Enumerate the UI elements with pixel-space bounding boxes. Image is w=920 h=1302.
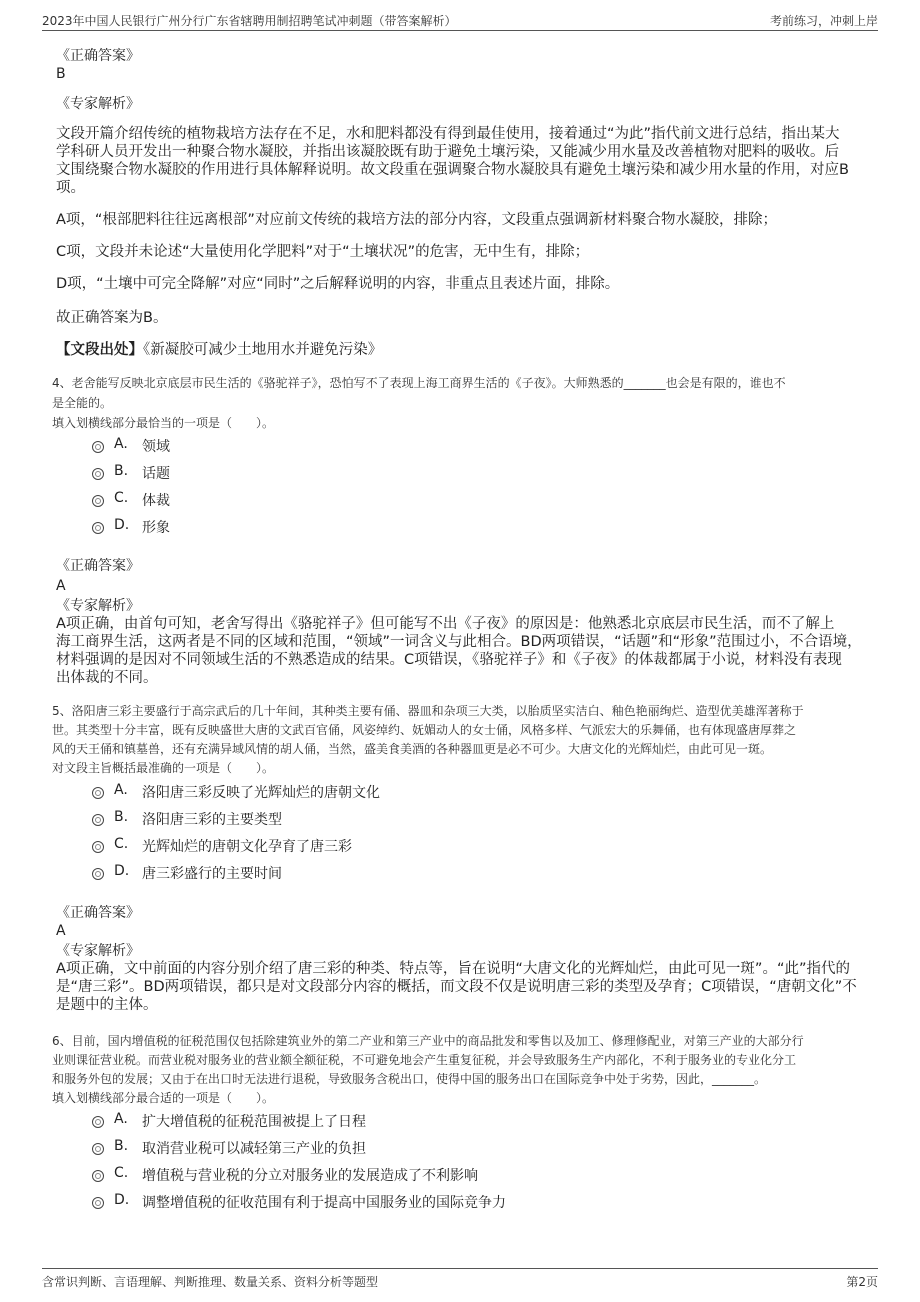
option-letter: C. bbox=[114, 1165, 129, 1181]
document-title: 2023年中国人民银行广州分行广东省辖聘用制招聘笔试冲刺题（带答案解析） bbox=[42, 14, 457, 28]
answer-label: 《正确答案》 bbox=[56, 558, 140, 574]
option-letter: A. bbox=[114, 782, 128, 798]
analysis-label: 《专家解析》 bbox=[56, 943, 140, 959]
option-letter: D. bbox=[114, 1192, 130, 1208]
radio-icon[interactable] bbox=[92, 468, 104, 480]
option-letter: A. bbox=[114, 436, 128, 452]
analysis-line: 海工商界生活，这两者是不同的区域和范围，“领域”一词含义与此相合。BD两项错误，“话题”和“形象”范围过小，不合语境， bbox=[56, 634, 862, 650]
radio-icon[interactable] bbox=[92, 1197, 104, 1209]
radio-icon[interactable] bbox=[92, 1116, 104, 1128]
option-a-analysis: A项，“根部肥料往往远离根部”对应前文传统的栽培方法的部分内容，文段重点强调新材料聚合物水凝胶，排除； bbox=[56, 212, 777, 228]
question-stem: 世。其类型十分丰富，既有反映盛世大唐的文武百官俑，风姿绰约、妩媚动人的女士俑，风格多样、气派宏大的乐舞俑，也有体现盛唐厚葬之 bbox=[52, 723, 797, 737]
question-stem: 6、目前，国内增值税的征税范围仅包括除建筑业外的第二产业和第三产业中的商品批发和零售以及加工、修理修配业，对第三产业的大部分行 bbox=[52, 1034, 804, 1048]
analysis-line: 文段开篇介绍传统的植物栽培方法存在不足，水和肥料都没有得到最佳使用，接着通过“为此”指代前文进行总结，指出某大 bbox=[56, 126, 840, 142]
option-text: 体裁 bbox=[142, 493, 170, 509]
option-text: 领域 bbox=[142, 439, 170, 455]
answer-value: A bbox=[56, 923, 66, 939]
option-letter: A. bbox=[114, 1111, 128, 1127]
question-stem: 风的天王俑和镇墓兽，还有充满异域风情的胡人俑，当然，盛美食美酒的各种器皿更是必不可少。大唐文化的光辉灿烂，由此可见一斑。 bbox=[52, 742, 773, 756]
analysis-line: A项正确，文中前面的内容分别介绍了唐三彩的种类、特点等，旨在说明“大唐文化的光辉灿烂，由此可见一斑”。“此”指代的 bbox=[56, 961, 850, 977]
question-stem: 4、老舍能写反映北京底层市民生活的《骆驼祥子》，恐怕写不了表现上海工商界生活的《子夜》。大师熟悉的_______也会是有限的，谁也不 bbox=[52, 376, 786, 390]
footer-description: 含常识判断、言语理解、判断推理、数量关系、资料分析等题型 bbox=[42, 1275, 379, 1289]
radio-icon[interactable] bbox=[92, 495, 104, 507]
source-line bbox=[56, 342, 382, 360]
question-prompt: 填入划横线部分最恰当的一项是（ ）。 bbox=[52, 416, 275, 430]
radio-icon[interactable] bbox=[92, 841, 104, 853]
option-letter: D. bbox=[114, 517, 130, 533]
option-letter: C. bbox=[114, 490, 129, 506]
question-stem: 是全能的。 bbox=[52, 396, 113, 410]
radio-icon[interactable] bbox=[92, 814, 104, 826]
option-text: 取消营业税可以减轻第三产业的负担 bbox=[142, 1141, 366, 1157]
answer-value: A bbox=[56, 578, 66, 594]
option-text: 洛阳唐三彩的主要类型 bbox=[142, 812, 282, 828]
question-stem: 业则课征营业税。而营业税对服务业的营业额全额征税，不可避免地会产生重复征税，并会导致服务生产内部化，不利于服务业的专业化分工 bbox=[52, 1053, 797, 1067]
option-letter: B. bbox=[114, 1138, 129, 1154]
option-letter: B. bbox=[114, 809, 129, 825]
option-text: 唐三彩盛行的主要时间 bbox=[142, 866, 282, 882]
source-label: 【文段出处】 bbox=[56, 342, 143, 358]
source-title: 《新凝胶可减少土地用水并避免污染》 bbox=[143, 342, 383, 358]
answer-label: 《正确答案》 bbox=[56, 48, 140, 64]
analysis-line: 是题中的主体。 bbox=[56, 997, 158, 1013]
radio-icon[interactable] bbox=[92, 522, 104, 534]
analysis-line: 是“唐三彩”。BD两项错误，都只是对文段部分内容的概括，而文段不仅是说明唐三彩的类型及孕育；C项错误，“唐朝文化”不 bbox=[56, 979, 857, 995]
answer-label: 《正确答案》 bbox=[56, 905, 140, 921]
question-prompt: 填入划横线部分最合适的一项是（ ）。 bbox=[52, 1091, 275, 1105]
analysis-line: 文围绕聚合物水凝胶的作用进行具体解释说明。故文段重在强调聚合物水凝胶具有避免土壤污染和减少用水量的作用，对应B bbox=[56, 162, 849, 178]
option-text: 光辉灿烂的唐朝文化孕育了唐三彩 bbox=[142, 839, 352, 855]
option-d-analysis: D项，“土壤中可完全降解”对应“同时”之后解释说明的内容，非重点且表述片面，排除。 bbox=[56, 276, 620, 292]
page-header bbox=[42, 10, 878, 31]
option-letter: B. bbox=[114, 463, 129, 479]
analysis-label: 《专家解析》 bbox=[56, 96, 140, 112]
page-footer bbox=[42, 1268, 878, 1289]
radio-icon[interactable] bbox=[92, 1143, 104, 1155]
option-letter: D. bbox=[114, 863, 130, 879]
question-prompt: 对文段主旨概括最准确的一项是（ ）。 bbox=[52, 761, 275, 775]
option-text: 话题 bbox=[142, 466, 170, 482]
analysis-line: 材料强调的是因对不同领域生活的不熟悉造成的结果。C项错误，《骆驼祥子》和《子夜》的体裁都属于小说，材料没有表现 bbox=[56, 652, 842, 668]
question-stem: 5、洛阳唐三彩主要盛行于高宗武后的几十年间，其种类主要有俑、器皿和杂项三大类，以胎质坚实洁白、釉色艳丽绚烂、造型优美雄浑著称于 bbox=[52, 704, 804, 718]
option-text: 增值税与营业税的分立对服务业的发展造成了不利影响 bbox=[142, 1168, 478, 1184]
header-slogan: 考前练习，冲刺上岸 bbox=[769, 14, 878, 28]
option-text: 调整增值税的征收范围有利于提高中国服务业的国际竞争力 bbox=[142, 1195, 506, 1211]
analysis-line: 学科研人员开发出一种聚合物水凝胶，并指出该凝胶既有助于避免土壤污染，又能减少用水量及改善植物对肥料的吸收。后 bbox=[56, 144, 839, 160]
radio-icon[interactable] bbox=[92, 868, 104, 880]
page-number: 第2页 bbox=[846, 1275, 878, 1289]
option-text: 扩大增值税的征税范围被提上了日程 bbox=[142, 1114, 366, 1130]
analysis-label: 《专家解析》 bbox=[56, 598, 140, 614]
question-stem: 和服务外包的发展；又由于在出口时无法进行退税，导致服务含税出口，使得中国的服务出口在国际竞争中处于劣势，因此，_______。 bbox=[52, 1072, 767, 1086]
option-letter: C. bbox=[114, 836, 129, 852]
conclusion: 故正确答案为B。 bbox=[56, 310, 168, 326]
radio-icon[interactable] bbox=[92, 787, 104, 799]
analysis-line: 项。 bbox=[56, 180, 85, 196]
radio-icon[interactable] bbox=[92, 1170, 104, 1182]
analysis-line: A项正确，由首句可知，老舍写得出《骆驼祥子》但可能写不出《子夜》的原因是：他熟悉北京底层市民生活，而不了解上 bbox=[56, 616, 835, 632]
option-text: 形象 bbox=[142, 520, 170, 536]
radio-icon[interactable] bbox=[92, 441, 104, 453]
option-c-analysis: C项，文段并未论述“大量使用化学肥料”对于“土壤状况”的危害，无中生有，排除； bbox=[56, 244, 590, 260]
analysis-line: 出体裁的不同。 bbox=[56, 670, 158, 686]
answer-value: B bbox=[56, 66, 66, 82]
option-text: 洛阳唐三彩反映了光辉灿烂的唐朝文化 bbox=[142, 785, 380, 801]
